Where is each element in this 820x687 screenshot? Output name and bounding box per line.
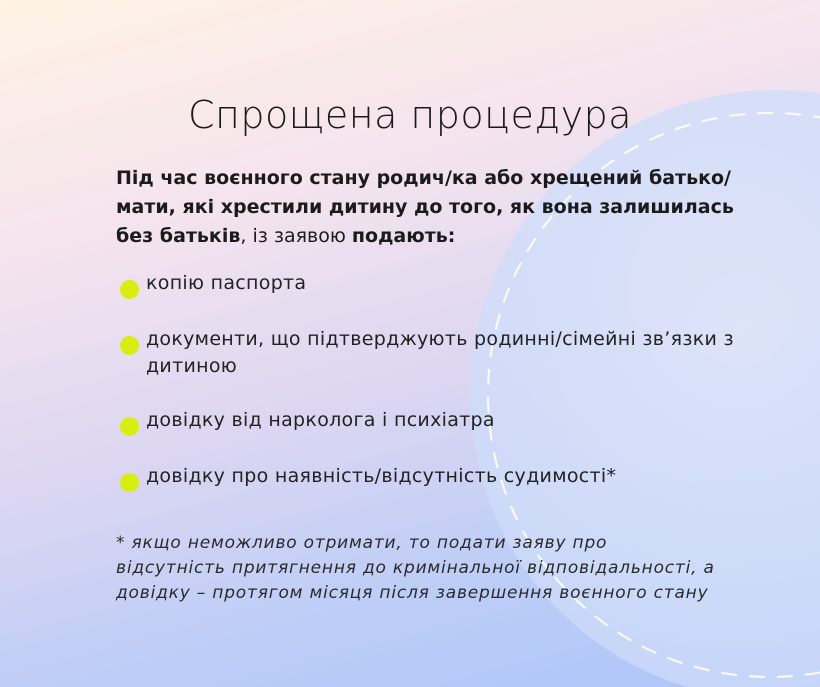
intro-bold-end: подають: (351, 225, 456, 247)
page-title: Спрощена процедура (187, 93, 633, 138)
list-item (120, 407, 740, 434)
list-item-label: копію паспорта (146, 272, 307, 294)
yellow-bullet-icon (120, 280, 139, 299)
yellow-bullet-icon (120, 473, 139, 492)
list-item-label: довідку від нарколога і психіатра (146, 409, 495, 431)
list-item (120, 270, 740, 297)
intro-normal-text: , із заявою (240, 225, 352, 247)
yellow-bullet-icon (120, 417, 139, 436)
documents-list (120, 270, 740, 490)
list-item (120, 326, 740, 380)
intro-bold-text: Під час воєнного стану родич/ка або хрещений батько/мати, які хрестили дитину до того, як вона залишилась без батьків (116, 167, 734, 247)
list-item (120, 463, 740, 490)
list-item-label: довідку про наявність/відсутність судимості* (146, 465, 617, 487)
list-item-label: документи, що підтверджують родинні/сімейні зв’язки з дитиною (146, 328, 734, 377)
footnote-text: * якщо неможливо отримати, то подати заяву про відсутність притягнення до кримінальної відповідальності, а довідку – протягом місяця після завершення воєнного стану (116, 533, 715, 603)
yellow-bullet-icon (120, 336, 139, 355)
intro-text (116, 164, 756, 251)
